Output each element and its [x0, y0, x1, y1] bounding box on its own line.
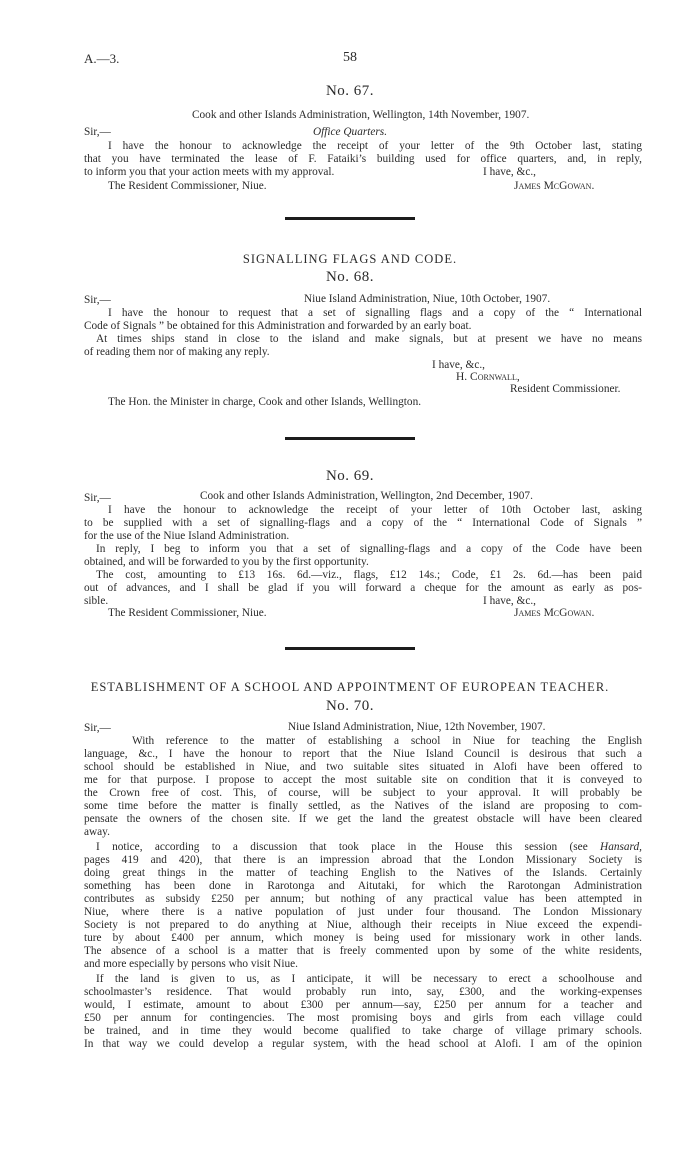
- body-line: obtained, and will be forwarded to you by the first opportunity.: [84, 556, 369, 568]
- body-line: for the use of the Niue Island Administration.: [84, 530, 290, 542]
- letter-number-70: No. 70.: [325, 698, 375, 714]
- signature-69: James McGowan.: [514, 607, 595, 619]
- signatory-title-68: Resident Commissioner.: [510, 383, 621, 395]
- body-line: In reply, I beg to inform you that a set of signalling-flags and a copy of the Code have been: [96, 543, 642, 555]
- body-line: £50 per annum for contingencies. The most promising boys and girls from each village could: [84, 1012, 642, 1024]
- body-line: I have the honour to acknowledge the receipt of your letter of the 9th October last, stating: [108, 140, 642, 152]
- body-line: of reading them nor of making any reply.: [84, 346, 270, 358]
- section-divider: [285, 647, 415, 650]
- body-line: something has been done in Rarotonga and Aitutaki, for which the Rarotongan Administration: [84, 880, 642, 892]
- salutation-68: Sir,—: [84, 294, 111, 306]
- body-line: pages 419 and 420), that there is an impression abroad that the London Missionary Society is: [84, 854, 642, 866]
- section-heading-68: SIGNALLING FLAGS AND CODE.: [242, 252, 458, 266]
- section-divider: [285, 217, 415, 220]
- letter-number-69: No. 69.: [325, 468, 375, 484]
- body-line: to inform you that your action meets with my approval.: [84, 166, 335, 178]
- addressee-68: The Hon. the Minister in charge, Cook and other Islands, Wellington.: [108, 396, 422, 408]
- body-line: schoolmaster’s residence. That would probably run into, say, £300, and the working-expenses: [84, 986, 642, 998]
- body-line: The cost, amounting to £13 16s. 6d.—viz., flags, £12 14s.; Code, £1 2s. 6d.—has been paid: [96, 569, 642, 581]
- letter-number-68: No. 68.: [325, 269, 375, 285]
- body-line: Niue, where there is a native population of just under four thousand. The London Missionary: [84, 906, 642, 918]
- body-line: pensate the owners of the chosen site. If we get the land the greatest obstacle will have been cleared: [84, 813, 642, 825]
- addressee-69: The Resident Commissioner, Niue.: [108, 607, 267, 619]
- body-line: doing great things in the matter of teaching English to the Natives of the Islands. Certainly: [84, 867, 642, 879]
- body-line: contributes as subsidy £250 per annum; but nothing of any practical value has been attempted in: [84, 893, 642, 905]
- closing-68: I have, &c.,: [432, 359, 486, 371]
- body-line: [96, 841, 642, 854]
- body-line: language, &c., I have the honour to report that the Niue Island Council is desirous that such a: [84, 748, 642, 760]
- body-line: to be supplied with a set of signalling-flags and a copy of the “ International Code of Signals ”: [84, 517, 642, 529]
- body-line: The absence of a school is a matter that is freely commented upon by some of the white residents,: [84, 945, 642, 957]
- signature-67: James McGowan.: [514, 180, 595, 192]
- dateline-70: Niue Island Administration, Niue, 12th November, 1907.: [288, 721, 546, 733]
- dateline-67: Cook and other Islands Administration, Wellington, 14th November, 1907.: [192, 109, 530, 121]
- body-line: and more especially by persons who visit Niue.: [84, 958, 298, 970]
- body-text: I notice, according to a discussion that took place in the House this session (see: [96, 841, 601, 853]
- body-line: If the land is given to us, as I anticipate, it will be necessary to erect a schoolhouse and: [96, 973, 642, 985]
- body-line: the Crown free of cost. This, of course, will be subject to your approval. It will probably be: [84, 787, 642, 799]
- body-line: that you have terminated the lease of F. Fataiki’s building used for office quarters, and, in reply,: [84, 153, 642, 165]
- body-line: ture by about £400 per annum, which money is being used for missionary work in other lands.: [84, 932, 642, 944]
- body-line: out of advances, and I shall be glad if you will forward a cheque for the amount as early as pos-: [84, 582, 642, 594]
- closing-69: I have, &c.,: [483, 595, 537, 607]
- body-line: I have the honour to acknowledge the receipt of your letter of 10th October last, asking: [108, 504, 642, 516]
- body-line: sible.: [84, 595, 109, 607]
- body-line: some time before the matter is finally settled, as the Natives of the island are proposing to com-: [84, 800, 642, 812]
- salutation-67: Sir,—: [84, 126, 111, 138]
- letter-number-67: No. 67.: [325, 83, 375, 99]
- body-line: Society is not prepared to do anything at Niue, although their receipts in Niue exceed the expendi-: [84, 919, 642, 931]
- salutation-69: Sir,—: [84, 492, 111, 504]
- body-line: I have the honour to request that a set of signalling flags and a copy of the “ International: [108, 307, 642, 319]
- section-heading-70: ESTABLISHMENT OF A SCHOOL AND APPOINTMENT OF EUROPEAN TEACHER.: [90, 680, 610, 694]
- hansard-reference: Hansard,: [600, 841, 642, 853]
- subject-67: Office Quarters.: [312, 126, 388, 138]
- body-line: away.: [84, 826, 110, 838]
- section-divider: [285, 437, 415, 440]
- body-line: At times ships stand in close to the island and make signals, but at present we have no means: [96, 333, 642, 345]
- body-line: me for that purpose. I propose to accept the most suitable site on condition that it is conveyed to: [84, 774, 642, 786]
- body-line: Code of Signals ” be obtained for this Administration and forwarded by an early boat.: [84, 320, 472, 332]
- closing-67: I have, &c.,: [483, 166, 537, 178]
- body-line: school should be established in Niue, and two suitable sites situated in Alofi have been offered to: [84, 761, 642, 773]
- dateline-69: Cook and other Islands Administration, Wellington, 2nd December, 1907.: [200, 490, 533, 502]
- report-reference: A.—3.: [84, 51, 120, 66]
- body-line: would, I estimate, amount to about £300 per annum—say, £250 per annum for a teacher and: [84, 999, 642, 1011]
- dateline-68: Niue Island Administration, Niue, 10th October, 1907.: [304, 293, 551, 305]
- page-number: 58: [343, 50, 357, 65]
- body-line: In that way we could develop a regular system, with the head school at Alofi. I am of the opinion: [84, 1038, 642, 1050]
- signature-68: H. Cornwall,: [456, 371, 520, 383]
- body-line: With reference to the matter of establishing a school in Niue for teaching the English: [132, 735, 642, 747]
- body-line: be trained, and in time they would become qualified to take charge of village primary schools.: [84, 1025, 642, 1037]
- salutation-70: Sir,—: [84, 722, 111, 734]
- addressee-67: The Resident Commissioner, Niue.: [108, 180, 267, 192]
